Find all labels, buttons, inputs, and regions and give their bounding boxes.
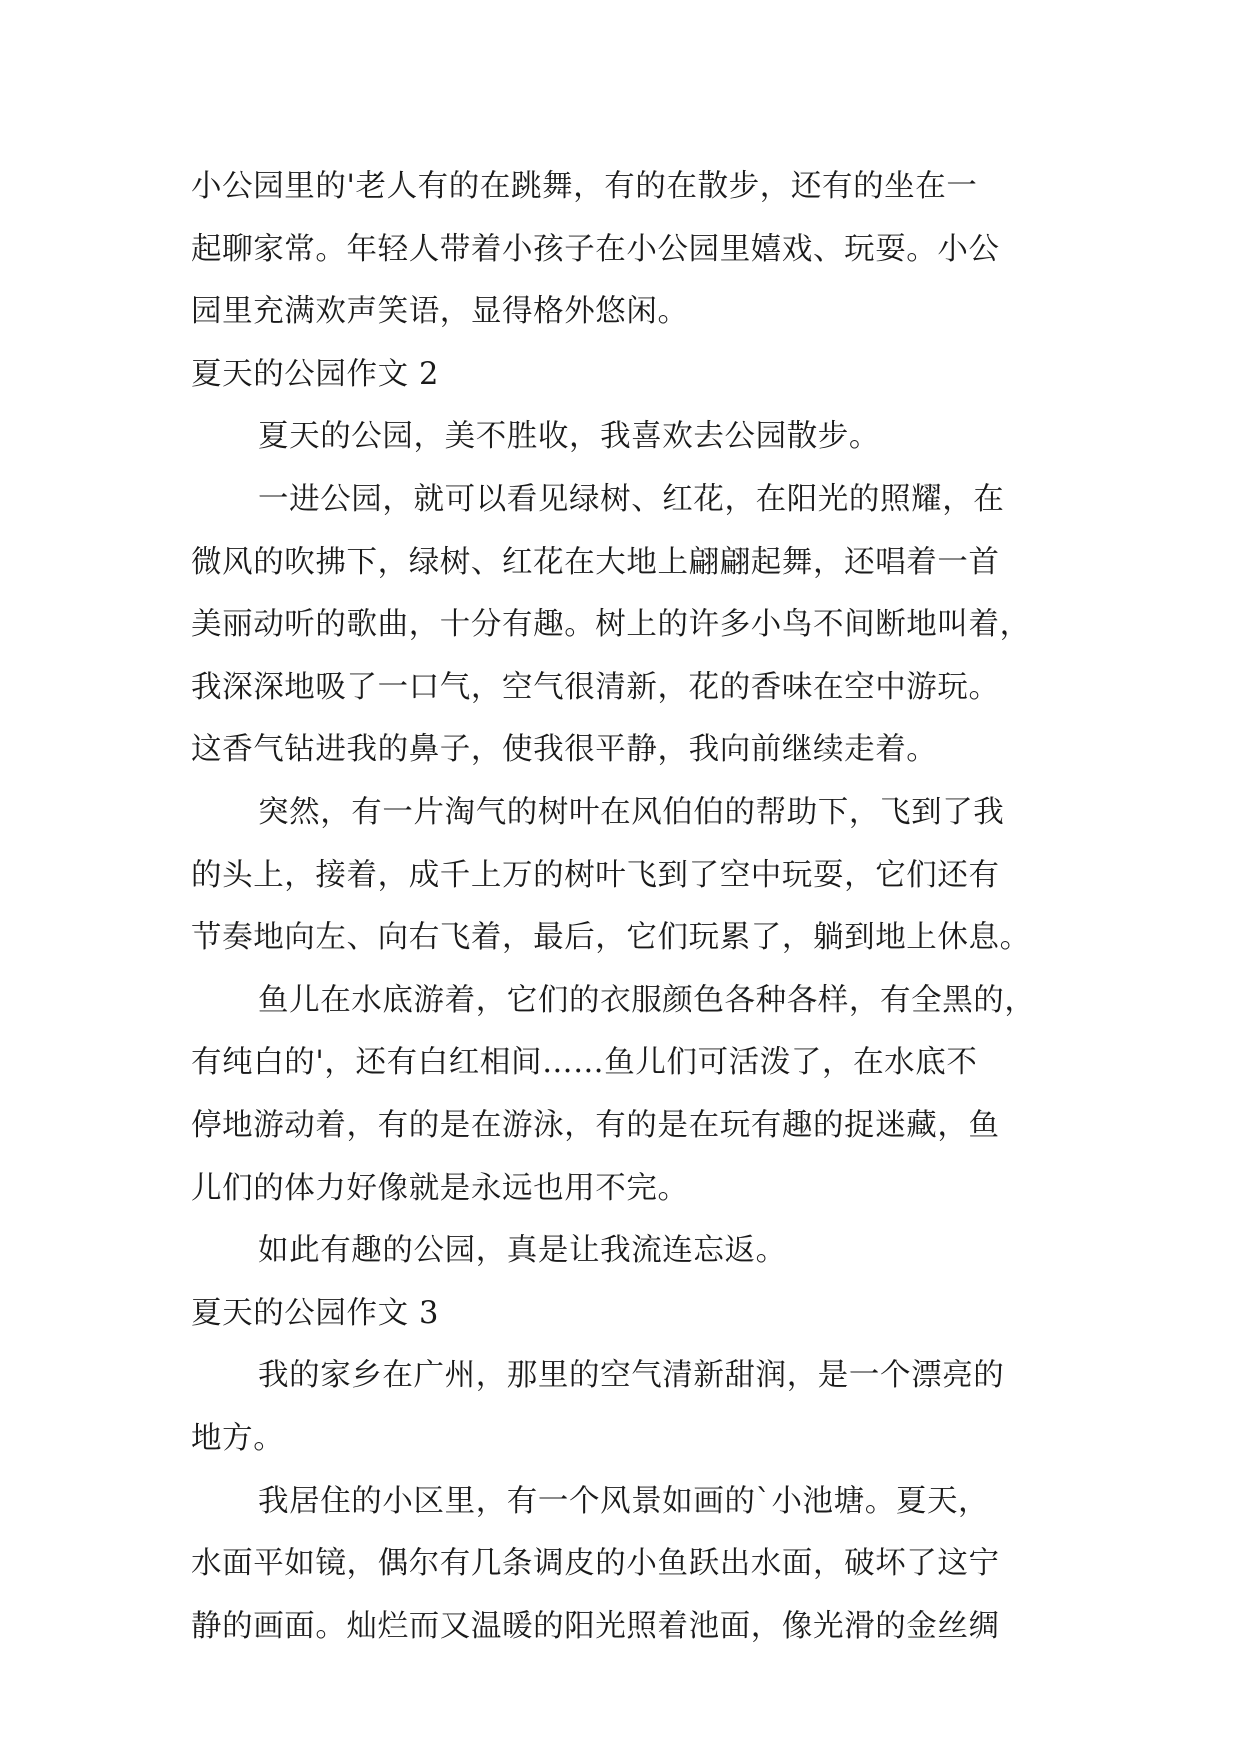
text-line: 儿们的体力好像就是永远也用不完。 — [191, 1170, 689, 1206]
text-line: 我的家乡在广州，那里的空气清新甜润，是一个漂亮的 — [258, 1358, 1005, 1394]
text-line: 水面平如镜，偶尔有几条调皮的小鱼跃出水面，破坏了这宁 — [191, 1546, 1000, 1582]
text-line: 地方。 — [191, 1421, 285, 1456]
text-line: 园里充满欢声笑语，显得格外悠闲。 — [191, 294, 689, 330]
section-heading: 夏天的公园作文 3 — [191, 1295, 439, 1331]
text-line: 的头上，接着，成千上万的树叶飞到了空中玩耍，它们还有 — [191, 857, 1000, 893]
text-line: 我深深地吸了一口气，空气很清新，花的香味在空中游玩。 — [191, 669, 1000, 705]
text-line: 夏天的公园，美不胜收，我喜欢去公园散步。 — [258, 419, 880, 455]
text-line: 如此有趣的公园，真是让我流连忘返。 — [258, 1233, 787, 1269]
section-heading: 夏天的公园作文 2 — [191, 356, 439, 392]
text-line: 一进公园，就可以看见绿树、红花，在阳光的照耀，在 — [258, 482, 1005, 517]
text-line: 起聊家常。年轻人带着小孩子在小公园里嬉戏、玩耍。小公 — [191, 231, 1000, 267]
text-line: 鱼儿在水底游着，它们的衣服颜色各种各样，有全黑的， — [258, 982, 1036, 1018]
text-line: 停地游动着，有的是在游泳，有的是在玩有趣的捉迷藏，鱼 — [191, 1108, 1000, 1143]
text-line: 节奏地向左、向右飞着，最后，它们玩累了，躺到地上休息。 — [191, 920, 1031, 956]
text-line: 静的画面。灿烂而又温暖的阳光照着池面，像光滑的金丝绸 — [191, 1608, 1000, 1644]
text-line: 小公园里的'老人有的在跳舞，有的在散步，还有的坐在一 — [191, 169, 978, 204]
text-line: 微风的吹拂下，绿树、红花在大地上翩翩起舞，还唱着一首 — [191, 544, 1000, 580]
text-line: 有纯白的'，还有白红相间……鱼儿们可活泼了，在水底不 — [191, 1045, 978, 1081]
text-line: 这香气钻进我的鼻子，使我很平静，我向前继续走着。 — [191, 732, 938, 768]
text-line: 美丽动听的歌曲，十分有趣。树上的许多小鸟不间断地叫着， — [191, 607, 1031, 643]
text-line: 我居住的小区里，有一个风景如画的`小池塘。夏天， — [258, 1483, 990, 1519]
text-line: 突然，有一片淘气的树叶在风伯伯的帮助下，飞到了我 — [258, 795, 1005, 830]
